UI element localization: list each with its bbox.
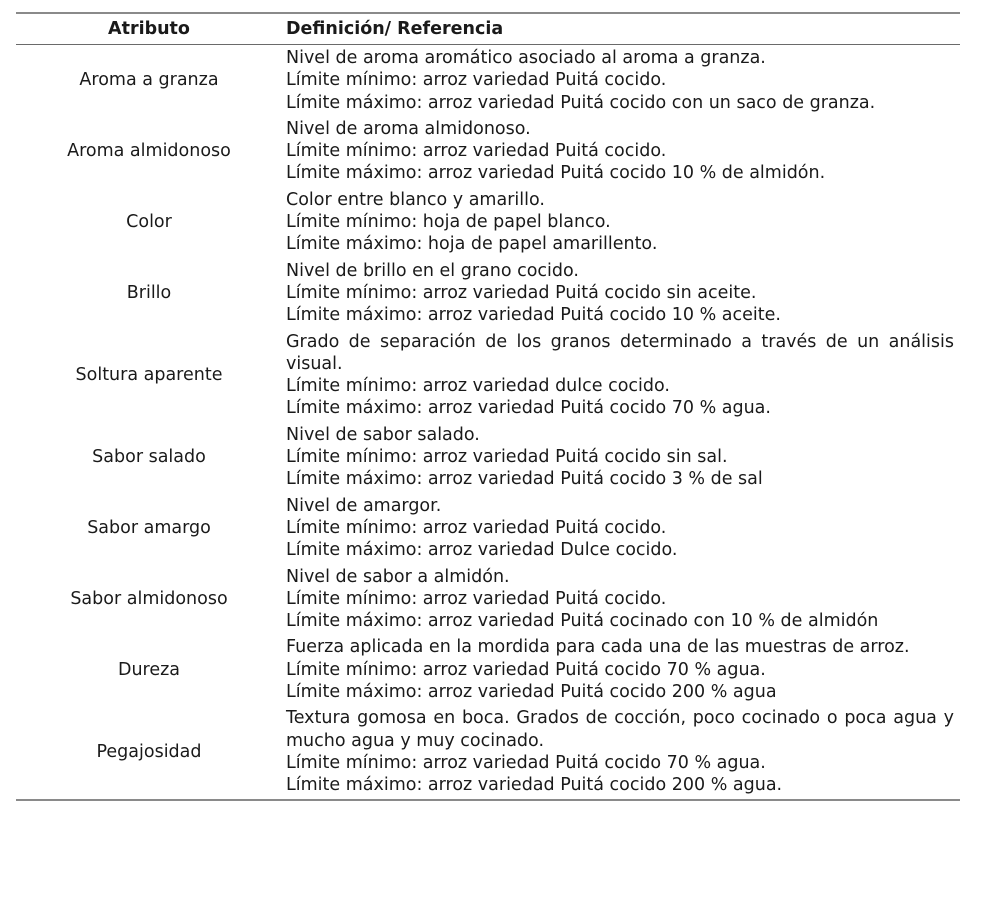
attribute-cell: Sabor amargo: [87, 517, 211, 538]
definition-text: Nivel de aroma almidonoso.: [286, 118, 531, 139]
min-limit-text: Límite mínimo: arroz variedad Puitá cocido.: [286, 517, 667, 538]
definition-cell: [282, 564, 960, 635]
definition-text: Nivel de aroma aromático asociado al aroma a granza.: [286, 48, 766, 68]
table-row: [16, 329, 960, 422]
max-limit-text: Límite máximo: hoja de papel amarillento.: [286, 234, 658, 255]
definition-text: Color entre blanco y amarillo.: [286, 189, 545, 210]
definition-cell: [282, 422, 960, 493]
sensory-attributes-table: [16, 12, 960, 801]
attribute-cell: Color: [126, 212, 172, 233]
table-row: [16, 493, 960, 564]
table-header-row: [16, 13, 960, 45]
max-limit-text: Límite máximo: arroz variedad Puitá cocido 10 % aceite.: [286, 305, 781, 326]
table-row: [16, 564, 960, 635]
attributes-table-container: [16, 12, 960, 801]
definition-cell: [282, 45, 960, 116]
min-limit-text: Límite mínimo: hoja de papel blanco.: [286, 212, 611, 233]
max-limit-text: Límite máximo: arroz variedad Puitá cocido 10 % de almidón.: [286, 163, 826, 184]
definition-text: Textura gomosa en boca. Grados de cocción, poco cocinado o poca agua y mucho agua y muy cocinado.: [286, 708, 954, 751]
max-limit-text: Límite máximo: arroz variedad Puitá cocinado con 10 % de almidón: [286, 611, 879, 632]
min-limit-text: Límite mínimo: arroz variedad dulce cocido.: [286, 376, 670, 397]
definition-cell: [282, 493, 960, 564]
max-limit-text: Límite máximo: arroz variedad Puitá cocido 200 % agua: [286, 682, 777, 703]
header-definition: Definición/ Referencia: [286, 18, 504, 39]
min-limit-text: Límite mínimo: arroz variedad Puitá cocido sin aceite.: [286, 282, 757, 303]
min-limit-text: Límite mínimo: arroz variedad Puitá cocido.: [286, 141, 667, 162]
min-limit-text: Límite mínimo: arroz variedad Puitá cocido 70 % agua.: [286, 659, 766, 680]
definition-cell: [282, 329, 960, 422]
definition-text: Nivel de sabor a almidón.: [286, 566, 510, 587]
definition-text: Nivel de amargor.: [286, 495, 442, 516]
attribute-cell: Aroma a granza: [79, 70, 219, 91]
attribute-cell: Dureza: [117, 659, 181, 680]
attribute-cell: Aroma almidonoso: [67, 141, 231, 162]
min-limit-text: Límite mínimo: arroz variedad Puitá cocido.: [286, 70, 667, 91]
table-row: [16, 258, 960, 329]
definition-cell: [282, 258, 960, 329]
definition-cell: [282, 634, 960, 705]
attribute-cell: Brillo: [126, 282, 172, 303]
table-row: [16, 45, 960, 116]
min-limit-text: Límite mínimo: arroz variedad Puitá cocido.: [286, 588, 667, 609]
definition-text: Grado de separación de los granos determinado a través de un análisis visual.: [286, 331, 954, 374]
table-row: [16, 187, 960, 258]
attribute-cell: Soltura aparente: [75, 365, 223, 385]
max-limit-text: Límite máximo: arroz variedad Puitá cocido con un saco de granza.: [286, 92, 876, 113]
max-limit-text: Límite máximo: arroz variedad Dulce cocido.: [286, 540, 678, 561]
table-row: [16, 634, 960, 705]
attribute-cell: Sabor salado: [92, 447, 206, 468]
definition-cell: [282, 705, 960, 799]
max-limit-text: Límite máximo: arroz variedad Puitá cocido 70 % agua.: [286, 398, 771, 419]
max-limit-text: Límite máximo: arroz variedad Puitá cocido 200 % agua.: [286, 775, 783, 796]
table-row: [16, 422, 960, 493]
attribute-cell: Pegajosidad: [96, 741, 202, 762]
definition-text: Fuerza aplicada en la mordida para cada una de las muestras de arroz.: [286, 637, 910, 658]
min-limit-text: Límite mínimo: arroz variedad Puitá cocido sin sal.: [286, 447, 728, 468]
header-attribute: Atributo: [108, 18, 190, 39]
definition-cell: [282, 187, 960, 258]
attribute-cell: Sabor almidonoso: [70, 588, 228, 609]
definition-cell: [282, 116, 960, 187]
table-row: [16, 705, 960, 799]
definition-text: Nivel de sabor salado.: [286, 424, 480, 445]
max-limit-text: Límite máximo: arroz variedad Puitá cocido 3 % de sal: [286, 469, 763, 490]
table-row: [16, 116, 960, 187]
definition-text: Nivel de brillo en el grano cocido.: [286, 260, 579, 281]
min-limit-text: Límite mínimo: arroz variedad Puitá cocido 70 % agua.: [286, 752, 766, 773]
